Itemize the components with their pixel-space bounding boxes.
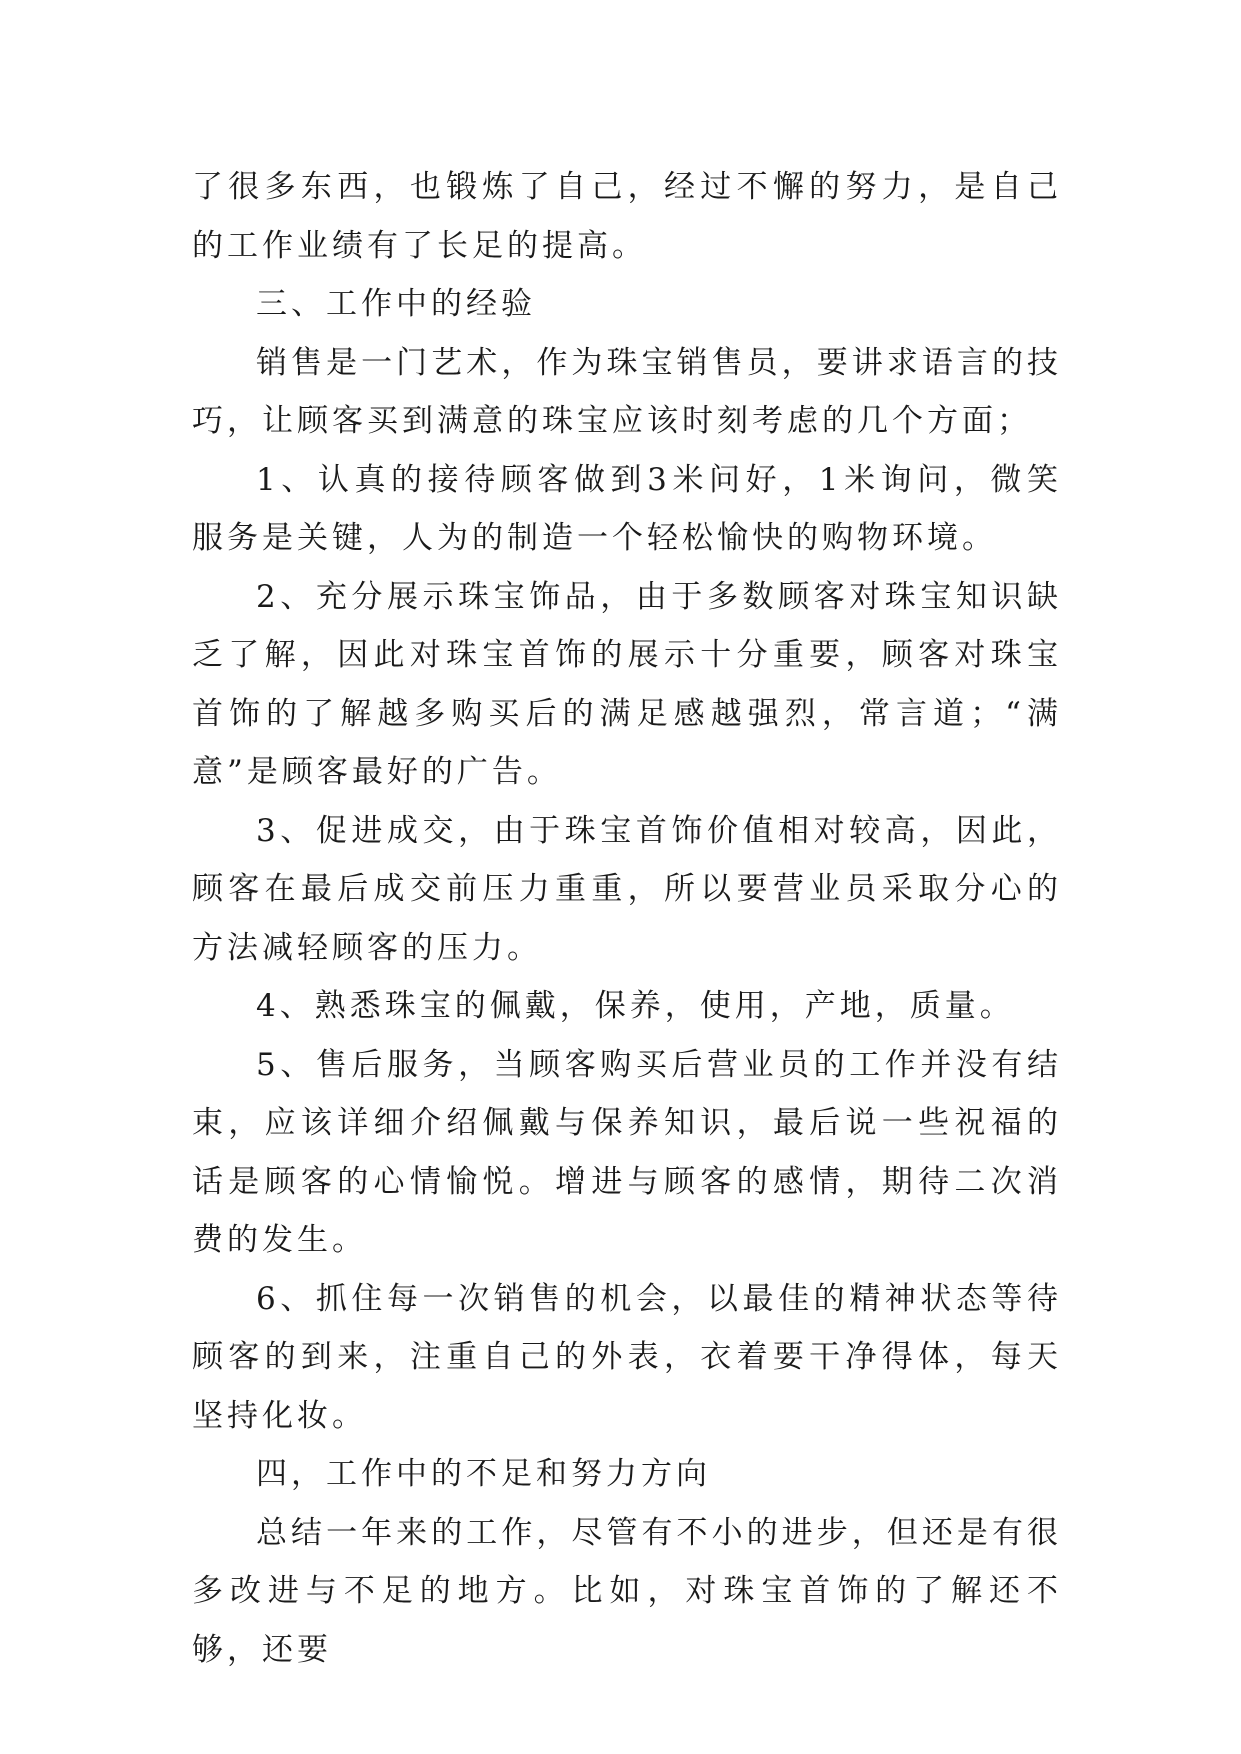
list-item-4: 4、熟悉珠宝的佩戴，保养，使用，产地，质量。 (256, 988, 1015, 1024)
paragraph-1: 了很多东西，也锻炼了自己，经过不懈的努力，是自己的工作业绩有了长足的提高。 (192, 169, 1062, 264)
paragraph-11: 总结一年来的工作，尽管有不小的进步，但还是有很多改进与不足的地方。比如，对珠宝首饰的了解还不够，还要 (192, 1514, 1062, 1668)
document-body (192, 158, 1062, 1679)
list-item-6: 6、抓住每一次销售的机会，以最佳的精神状态等待顾客的到来，注重自己的外表，衣着要干净得体，每天坚持化妆。 (192, 1280, 1062, 1434)
list-item-3: 3、促进成交，由于珠宝首饰价值相对较高，因此，顾客在最后成交前压力重重，所以要营业员采取分心的方法减轻顾客的压力。 (192, 812, 1062, 966)
paragraph-3: 销售是一门艺术，作为珠宝销售员，要讲求语言的技巧，让顾客买到满意的珠宝应该时刻考虑的几个方面； (192, 344, 1062, 439)
section-heading-3: 三、工作中的经验 (256, 286, 536, 322)
section-heading-4: 四，工作中的不足和努力方向 (256, 1456, 711, 1492)
list-item-2: 2、充分展示珠宝饰品，由于多数顾客对珠宝知识缺乏了解，因此对珠宝首饰的展示十分重要，顾客对珠宝首饰的了解越多购买后的满足感越强烈，常言道；“满意”是顾客最好的广告。 (192, 578, 1062, 790)
list-item-5: 5、售后服务，当顾客购买后营业员的工作并没有结束，应该详细介绍佩戴与保养知识，最后说一些祝福的话是顾客的心情愉悦。增进与顾客的感情，期待二次消费的发生。 (192, 1046, 1062, 1258)
list-item-1: 1、认真的接待顾客做到3米问好，1米询问，微笑服务是关键，人为的制造一个轻松愉快的购物环境。 (192, 461, 1062, 556)
